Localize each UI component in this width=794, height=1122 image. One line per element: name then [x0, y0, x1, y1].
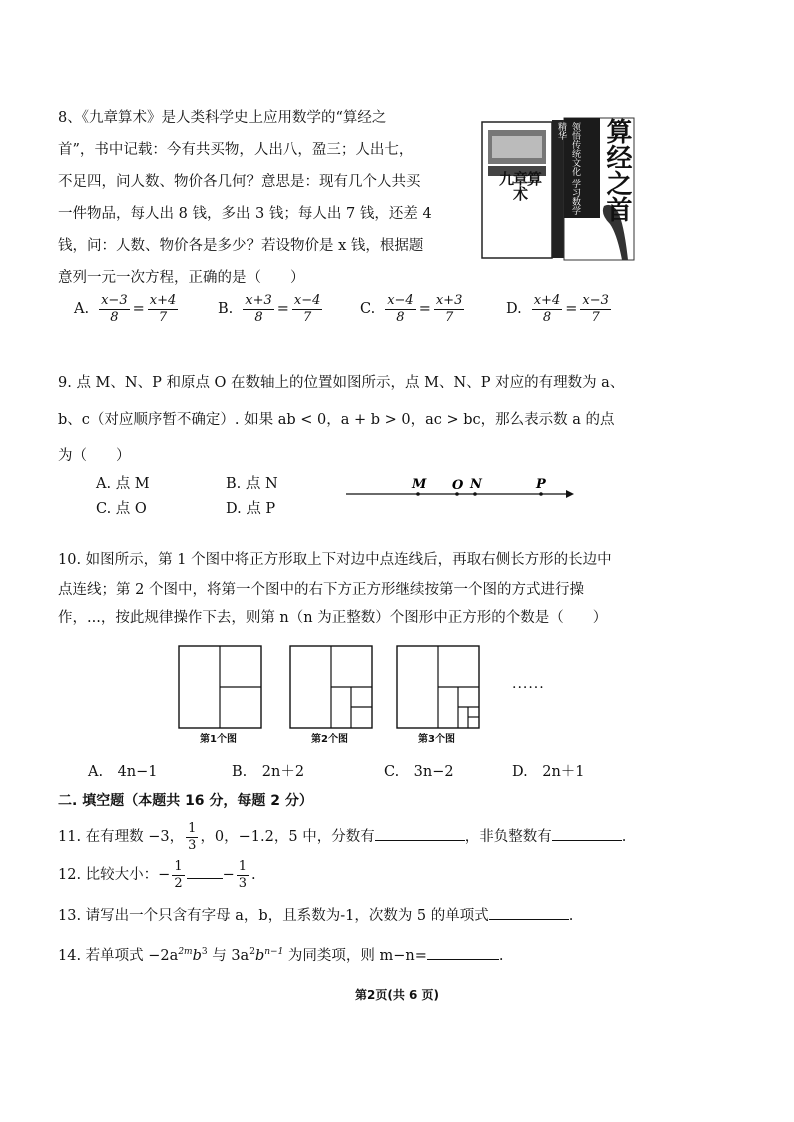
fraction — [385, 294, 416, 324]
q9-option-a[interactable]: A. 点 M — [96, 476, 150, 492]
fraction — [292, 294, 323, 324]
fraction — [99, 294, 130, 324]
denominator: 7 — [158, 309, 168, 325]
numerator: 1 — [238, 859, 248, 874]
q13-blank-monomial[interactable] — [489, 919, 569, 920]
number-line-figure — [340, 472, 576, 504]
variable-b: b — [254, 948, 265, 964]
q8-line-6: 意列一元一次方程，正确的是（ ） — [58, 270, 305, 286]
q8-option-c[interactable] — [360, 294, 466, 324]
minus-sign: − — [158, 867, 171, 884]
denominator: 2 — [174, 875, 183, 891]
q8-line-2: 首”，书中记载：今有共买物，人出八，盈三；人出七， — [58, 142, 414, 158]
option-label: A. — [74, 301, 90, 318]
q12-blank-compare[interactable] — [187, 878, 223, 879]
figure-caption-1: 第1个图 — [200, 734, 237, 745]
denominator: 8 — [396, 309, 405, 325]
q9-option-c[interactable]: C. 点 O — [96, 501, 147, 517]
axis-label-n: N — [470, 477, 482, 492]
q11-blank-fractions[interactable] — [375, 840, 465, 841]
exponent: 3 — [201, 947, 208, 958]
q11-middle-text-2: ，非负整数有 — [464, 829, 552, 846]
q11-line — [58, 822, 626, 852]
numerator: x−4 — [387, 293, 414, 308]
q8-line-4: 一件物品，每人出 8 钱，多出 3 钱；每人出 7 钱，还差 4 — [58, 206, 432, 222]
figure-ellipsis: ...... — [512, 676, 545, 692]
book-calligraphy-text: 算经之首 — [602, 118, 632, 222]
equals-sign: = — [565, 301, 578, 318]
q11-middle-text: ，0，−1.2，5 中，分数有 — [200, 829, 375, 846]
variable-b: b — [192, 948, 202, 964]
square-figure-2 — [289, 645, 373, 729]
denominator: 8 — [110, 309, 119, 325]
section-2-heading: 二. 填空题（本题共 16 分，每题 2 分） — [58, 793, 313, 809]
q8-line-5: 钱，问：人数、物价各是多少？若设物价是 x 钱，根据题 — [58, 238, 424, 254]
q8-option-b[interactable] — [218, 294, 324, 324]
fraction — [580, 294, 611, 324]
book-banner-text: 领悟传统文化 学习数学精华 — [556, 122, 580, 215]
numerator: x−4 — [293, 293, 321, 308]
book-cover-image — [482, 114, 634, 260]
q10-option-d[interactable]: D. 2n＋1 — [512, 764, 585, 780]
option-label: D. — [506, 301, 522, 318]
exponent: 2m — [178, 947, 193, 958]
q9-line-3: 为（ ） — [58, 448, 131, 464]
q10-option-b[interactable]: B. 2n＋2 — [232, 764, 305, 780]
point-m-dot — [416, 492, 420, 496]
q14-blank-answer[interactable] — [427, 959, 499, 960]
q10-line-1: 10. 如图所示，第 1 个图中将正方形取上下对边中点连线后，再取右侧长方形的长边中 — [58, 552, 612, 568]
page-number-footer: 第2页(共 6 页) — [354, 988, 440, 1002]
exponent: n−1 — [264, 947, 284, 958]
denominator: 7 — [444, 309, 454, 325]
book-title-vertical: 九章算术 — [498, 170, 541, 203]
option-label: C. — [360, 301, 376, 318]
q9-option-d[interactable]: D. 点 P — [226, 501, 276, 517]
q9-line-2: b、c（对应顺序暂不确定）. 如果 ab < 0，a + b > 0，ac > bc，那么表示数 a 的点 — [58, 412, 615, 428]
q14-end: . — [498, 948, 504, 964]
q10-line-2: 点连线；第 2 个图中，将第一个图中的右下方正方形继续按第一个图的方式进行操 — [58, 582, 584, 598]
axis-label-o: O — [452, 478, 464, 493]
numerator: x+3 — [245, 293, 272, 308]
exponent: 2 — [249, 947, 255, 958]
q11-end: . — [621, 829, 627, 846]
fraction — [434, 294, 465, 324]
q12-fraction-2 — [237, 860, 249, 890]
q11-prefix: 11. 在有理数 −3， — [58, 829, 185, 846]
axis-label-m: M — [412, 477, 427, 492]
q12-end: . — [251, 867, 256, 884]
denominator: 3 — [238, 875, 248, 891]
q14-middle: 与 3a — [207, 948, 250, 964]
q8-option-d[interactable] — [506, 294, 613, 324]
q11-blank-nonnegative-integers[interactable] — [552, 840, 622, 841]
q11-fraction — [186, 822, 198, 852]
q12-fraction-1 — [172, 860, 184, 890]
numerator: x+4 — [149, 293, 177, 308]
denominator: 8 — [542, 309, 552, 325]
denominator: 7 — [303, 309, 312, 325]
q9-line-1: 9. 点 M、N、P 和原点 O 在数轴上的位置如图所示，点 M、N、P 对应的有理数为 a、 — [58, 375, 625, 391]
q10-option-c[interactable]: C. 3n−2 — [384, 764, 454, 780]
q10-line-3: 作，...，按此规律操作下去，则第 n（n 为正整数）个图形中正方形的个数是（ ） — [58, 610, 608, 626]
square-figure-3 — [396, 645, 480, 729]
q14-prefix: 14. 若单项式 −2a — [58, 948, 179, 964]
q13-text: 13. 请写出一个只含有字母 a，b，且系数为-1，次数为 5 的单项式 — [58, 908, 489, 924]
option-label: B. — [218, 301, 234, 318]
q8-option-a[interactable] — [74, 294, 180, 324]
equals-sign: = — [132, 301, 145, 318]
numerator: x+4 — [533, 293, 561, 308]
q8-line-1: 8、《九章算术》是人类科学史上应用数学的“算经之 — [58, 110, 387, 126]
fraction — [243, 294, 274, 324]
q14-line — [58, 944, 504, 965]
axis-label-p: P — [536, 477, 546, 492]
denominator: 8 — [254, 309, 263, 325]
fraction — [532, 294, 563, 324]
numerator: 1 — [174, 859, 183, 874]
figure-caption-3: 第3个图 — [418, 734, 455, 745]
q10-option-a[interactable]: A. 4n−1 — [88, 764, 158, 780]
q14-suffix: 为同类项，则 m−n= — [283, 948, 427, 964]
fraction — [148, 294, 179, 324]
point-n-dot — [473, 492, 477, 496]
denominator: 7 — [591, 309, 600, 325]
numerator: x+3 — [435, 293, 463, 308]
equals-sign: = — [276, 301, 289, 318]
numerator: x−3 — [582, 293, 609, 308]
q12-line — [58, 860, 256, 890]
q13-line — [58, 904, 573, 925]
minus-sign: − — [222, 867, 235, 884]
numerator: 1 — [188, 821, 197, 836]
figure-caption-2: 第2个图 — [311, 734, 348, 745]
number-line-arrow — [566, 490, 574, 498]
numerator: x−3 — [101, 293, 128, 308]
q13-end: . — [568, 908, 574, 924]
square-figure-1 — [178, 645, 262, 729]
q9-option-b[interactable]: B. 点 N — [226, 476, 278, 492]
q8-line-3: 不足四，问人数、物价各几何？意思是：现有几个人共买 — [58, 174, 421, 190]
q12-prefix: 12. 比较大小： — [58, 867, 159, 884]
denominator: 3 — [188, 837, 197, 853]
point-p-dot — [539, 492, 543, 496]
equals-sign: = — [418, 301, 431, 318]
